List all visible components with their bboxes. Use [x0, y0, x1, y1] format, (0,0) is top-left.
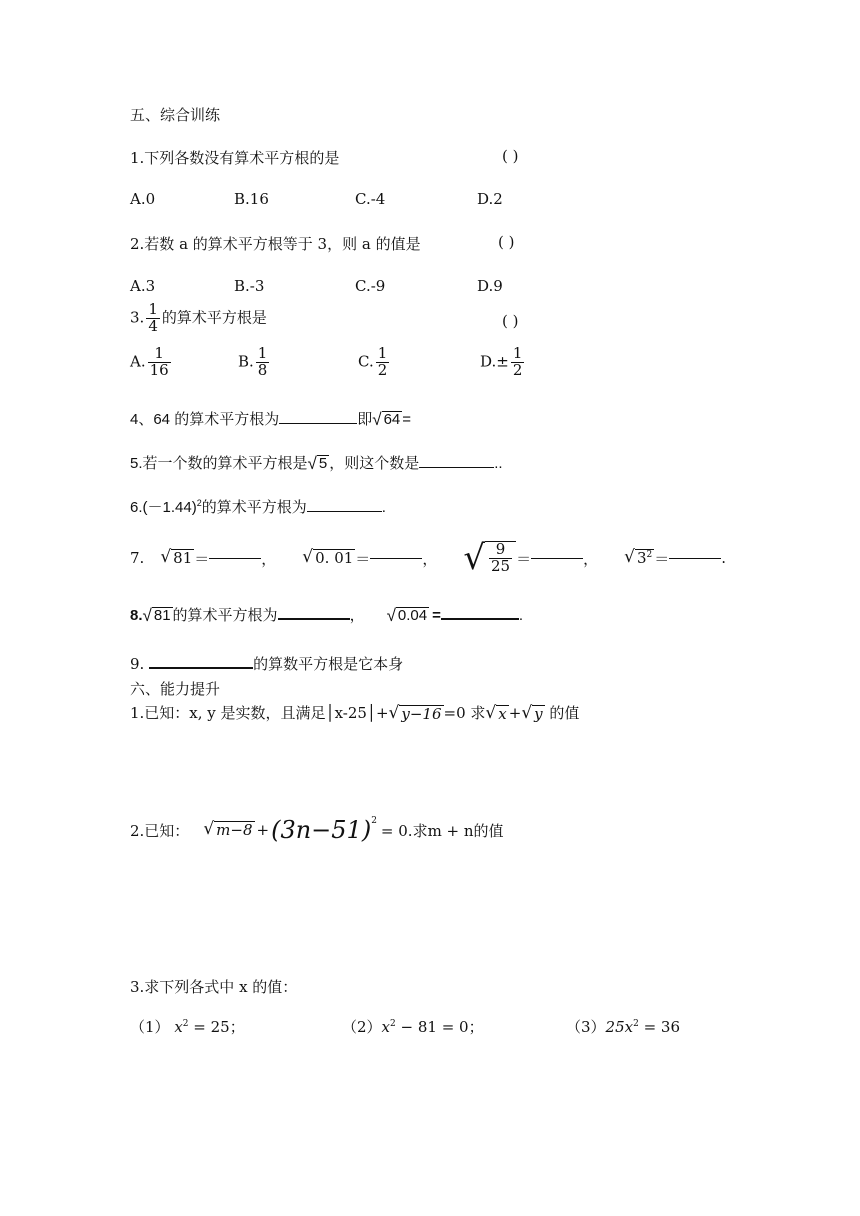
- frac-num: 1: [148, 300, 158, 318]
- question-4-mid: 即: [357, 411, 373, 428]
- option-label: D.±: [480, 352, 509, 371]
- answer-blank[interactable]: [669, 558, 721, 559]
- frac-num: 1: [154, 344, 164, 362]
- radicand: 5: [318, 455, 328, 473]
- frac-den: 2: [377, 360, 388, 379]
- question-8: [130, 604, 523, 625]
- option-1a: A.0: [130, 190, 156, 208]
- frac-den: 25: [491, 556, 511, 575]
- equals-sign: =: [432, 607, 441, 624]
- sqrt-81: [160, 549, 194, 567]
- sqrt-0-04: [387, 607, 430, 625]
- exponent: 2: [371, 816, 377, 826]
- radical-sign: √: [372, 410, 382, 430]
- sqrt-y: [521, 705, 544, 723]
- ability-question-3-text: 3.求下列各式中 x 的值：: [130, 978, 298, 996]
- radical-sign: √: [307, 454, 317, 474]
- radicand: x: [498, 705, 507, 724]
- part-2: [342, 1016, 484, 1037]
- equals-sign: ＝: [516, 549, 532, 568]
- question-9: [130, 653, 403, 674]
- sqrt-5: [308, 455, 330, 473]
- part-label: （1）: [130, 1018, 170, 1036]
- period: .: [518, 607, 524, 624]
- question-3: [130, 302, 267, 335]
- radicand: y−16: [401, 705, 442, 724]
- radical-sign: √: [302, 547, 314, 568]
- sqrt-m-minus-8: [203, 821, 254, 839]
- part-tail: − 81 = 0；: [395, 1018, 484, 1036]
- option-3c: [358, 346, 391, 379]
- question-6: [130, 496, 386, 517]
- question-5: [130, 452, 503, 473]
- question-5-text: 5.若一个数的算术平方根是: [130, 455, 308, 472]
- question-3-prefix: 3.: [130, 308, 145, 327]
- question-5-tail: ，则这个数是: [329, 455, 420, 472]
- option-label: C.: [358, 352, 374, 371]
- answer-blank[interactable]: [307, 511, 382, 512]
- question-mid: =0 求: [443, 704, 486, 722]
- option-fraction: [376, 346, 390, 379]
- radicand: [485, 541, 516, 575]
- question-4: [130, 408, 411, 429]
- equals-sign: =: [402, 411, 412, 428]
- ability-question-2: [130, 816, 504, 844]
- answer-paren-2: ( ): [498, 233, 515, 251]
- option-fraction: [148, 346, 171, 379]
- part-1: [130, 1016, 245, 1037]
- frac-num: 1: [512, 344, 523, 362]
- radicand: y: [534, 705, 543, 724]
- plus-sign: +: [256, 821, 270, 839]
- radicand: [635, 549, 654, 567]
- option-label: B.: [238, 352, 254, 371]
- radicand: 0.04: [397, 607, 428, 625]
- question-7-prefix: 7.: [130, 549, 145, 567]
- option-1b: B.16: [234, 190, 269, 208]
- sqrt-x: [485, 705, 508, 723]
- answer-blank[interactable]: [531, 558, 583, 559]
- option-1c: C.-4: [355, 190, 386, 208]
- option-3b: [238, 346, 271, 379]
- question-6-end: .: [381, 499, 386, 516]
- question-text: 2.已知：: [130, 821, 190, 840]
- exponent: 2: [646, 550, 653, 561]
- plus-sign: +: [508, 704, 522, 722]
- question-9-text: 的算数平方根是它本身: [253, 655, 404, 673]
- part-tail: = 25；: [188, 1018, 245, 1036]
- option-1d: D.2: [477, 190, 503, 208]
- frac-den: 4: [148, 316, 158, 335]
- sqrt-y-minus-16: [389, 705, 444, 723]
- sqrt-0-01: [302, 549, 355, 567]
- base: 3: [636, 549, 647, 568]
- question-6-tail: 的算术平方根为: [201, 499, 307, 516]
- radical-sign: √: [142, 606, 152, 626]
- part-label: （3）: [566, 1018, 606, 1036]
- radicand: 81: [153, 607, 171, 625]
- radicand: 0. 01: [315, 549, 354, 568]
- radical-sign: √: [463, 538, 485, 578]
- question-3-text: 的算术平方根是: [161, 308, 267, 327]
- question-6-text: 6.(－1.44): [130, 499, 197, 516]
- question-5-end: ..: [494, 455, 503, 472]
- sqrt-81: [143, 607, 173, 625]
- exponent: 2: [633, 1019, 639, 1029]
- option-2c: C.-9: [355, 277, 386, 295]
- part-expression: 25x: [605, 1018, 634, 1036]
- radical-sign: √: [485, 703, 497, 724]
- radicand: m−8: [216, 821, 253, 840]
- answer-blank[interactable]: [278, 618, 350, 620]
- question-9-prefix: 9.: [130, 655, 145, 673]
- option-3a: [130, 346, 173, 379]
- section-title-6: 六、能力提升: [130, 680, 221, 698]
- answer-blank[interactable]: [370, 558, 422, 559]
- option-2a: A.3: [130, 277, 156, 295]
- radical-sign: √: [388, 703, 400, 724]
- option-label: A.: [130, 352, 146, 371]
- exponent: 2: [196, 498, 202, 508]
- part-label: （2）: [342, 1018, 382, 1036]
- question-text: 1.已知：x, y 是实数，且满足│x-25│+: [130, 704, 389, 722]
- equals-sign: ＝: [654, 549, 670, 568]
- section-title-5: 五、综合训练: [130, 106, 221, 124]
- sqrt-3-squared: [624, 549, 654, 567]
- radicand: 81: [173, 549, 193, 568]
- frac-num: 1: [257, 344, 268, 362]
- radical-sign: √: [203, 819, 215, 840]
- option-fraction: [511, 346, 525, 379]
- fraction-quarter: [146, 302, 160, 335]
- question-8-text: 的算术平方根为: [172, 607, 278, 624]
- sqrt-9-25: [463, 538, 516, 578]
- ability-question-1: [130, 702, 579, 723]
- question-7: [130, 533, 726, 583]
- part-expression: x: [174, 1018, 183, 1036]
- part-expression: x: [381, 1018, 391, 1036]
- radicand: 64: [383, 411, 401, 429]
- question-tail: = 0.求m + n的值: [380, 821, 504, 840]
- option-3d: [480, 346, 526, 379]
- option-fraction: [256, 346, 270, 379]
- exponent: 2: [182, 1019, 189, 1029]
- frac-num: 9: [495, 540, 506, 558]
- radicand-fraction: [489, 542, 512, 575]
- comma: ，: [422, 549, 438, 568]
- part-tail: = 36: [638, 1018, 681, 1036]
- comma: ，: [261, 549, 277, 568]
- option-2b: B.-3: [234, 277, 265, 295]
- answer-paren-1: ( ): [502, 147, 519, 165]
- comma: ，: [349, 607, 365, 624]
- frac-den: 16: [149, 360, 169, 379]
- equals-sign: ＝: [194, 549, 210, 568]
- frac-den: 2: [512, 360, 523, 379]
- exponent: 2: [390, 1019, 396, 1029]
- question-2-text: 2.若数 a 的算术平方根等于 3，则 a 的值是: [130, 235, 421, 253]
- question-1-text: 1.下列各数没有算术平方根的是: [130, 149, 340, 167]
- period: .: [721, 549, 727, 567]
- answer-blank[interactable]: [149, 667, 253, 669]
- frac-num: 1: [377, 344, 388, 362]
- part-3: [566, 1016, 680, 1037]
- radical-sign: √: [386, 606, 396, 626]
- answer-blank[interactable]: [209, 558, 261, 559]
- radical-sign: √: [521, 703, 533, 724]
- answer-paren-3: ( ): [502, 312, 519, 330]
- answer-blank[interactable]: [419, 467, 494, 468]
- comma: ，: [583, 549, 599, 568]
- answer-blank[interactable]: [279, 423, 357, 424]
- question-8-prefix: 8.: [130, 607, 143, 624]
- expression: (3n−51): [271, 816, 372, 844]
- frac-den: 8: [257, 360, 268, 379]
- equals-sign: ＝: [355, 549, 371, 568]
- radical-sign: √: [624, 547, 635, 568]
- option-2d: D.9: [477, 277, 503, 295]
- answer-blank[interactable]: [441, 618, 519, 620]
- question-tail: 的值: [549, 704, 580, 722]
- sqrt-64: [372, 411, 402, 429]
- question-4-text: 4、64 的算术平方根为: [130, 411, 280, 428]
- radical-sign: √: [160, 547, 172, 568]
